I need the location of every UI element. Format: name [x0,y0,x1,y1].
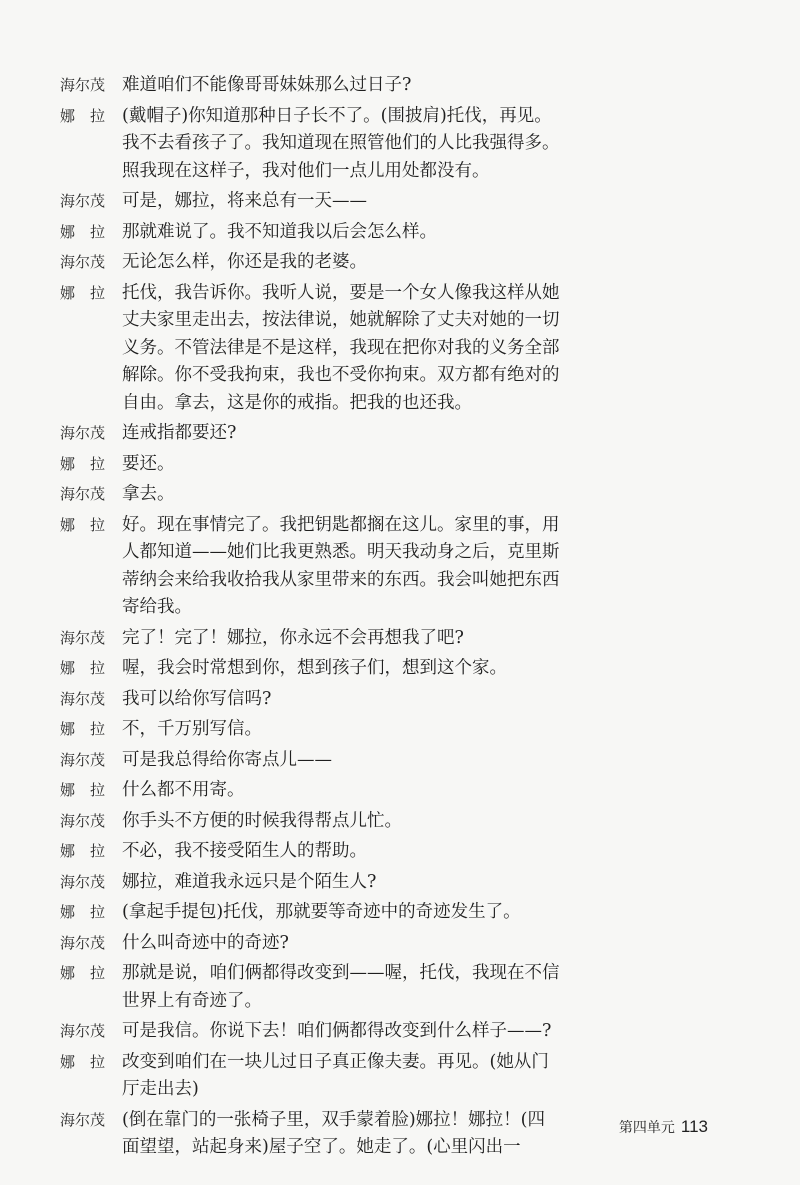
speaker-name: 娜 拉 [60,659,106,677]
page-number: 113 [680,1117,708,1136]
dialogue-line [60,777,560,805]
speaker-name: 娜 拉 [60,222,106,241]
speaker-name: 娜 拉 [60,903,106,921]
dialogue-line [60,808,560,836]
dialogue-line [60,103,560,186]
speaker-name: 海尔茂 [60,872,106,891]
speaker-name: 娜 拉 [60,283,106,302]
speech-text: (戴帽子)你知道那种日子长不了。(围披肩)托伐，再见。我不去看孩子了。我知道现在照管他们的人比我强得多。照我现在这样子，我对他们一点儿用处都没有。 [122,105,560,181]
speaker-name: 海尔茂 [60,1110,106,1129]
speaker-name: 海尔茂 [60,1022,106,1040]
dialogue-line [60,451,560,479]
dialogue-line [60,512,560,622]
dialogue-line [60,838,560,866]
unit-label: 第四单元 [618,1120,675,1136]
speech-text: 我可以给你写信吗? [122,688,272,709]
dialogue-line [60,1018,560,1046]
speech-text: 什么叫奇迹中的奇迹? [122,932,289,953]
speech-text: 拿去。 [122,484,175,504]
speaker-name: 海尔茂 [60,811,106,830]
dialogue-line [60,655,560,683]
dialogue-line [60,930,560,958]
speaker-name: 海尔茂 [60,76,106,94]
speaker-name: 海尔茂 [60,628,106,647]
speaker-name: 娜 拉 [60,106,106,125]
dialogue-line [60,219,560,247]
speech-text: (拿起手提包)托伐，那就要等奇迹中的奇迹发生了。 [122,902,521,922]
dialogue-line [60,1049,560,1104]
speaker-name: 海尔茂 [60,750,106,769]
speech-text: 可是我信。你说下去！咱们俩都得改变到什么样子——? [122,1021,552,1041]
speaker-name: 娜 拉 [60,454,106,473]
speaker-name: 海尔茂 [60,192,106,210]
speaker-name: 娜 拉 [60,842,106,860]
dialogue-line [60,1107,560,1162]
speaker-name: 娜 拉 [60,515,106,534]
speaker-name: 娜 拉 [60,781,106,799]
speech-text: 难道咱们不能像哥哥妹妹那么过日子? [122,75,412,95]
speaker-name: 海尔茂 [60,689,106,708]
dialogue-line [60,686,560,714]
dialogue-line [60,72,560,100]
speech-text: 要还。 [122,453,175,474]
dialogue-line [60,188,560,216]
speech-text: 托伐，我告诉你。我听人说，要是一个女人像我这样从她丈夫家里走出去，按法律说，她就解除了丈夫对她的一切义务。不管法律是不是这样，我现在把你对我的义务全部解除。你不受我拘束，我也不受你拘束。双方都有绝对的自由。拿去，这是你的戒指。把我的也还我。 [122,282,560,413]
dialogue [60,72,560,1165]
speaker-name: 海尔茂 [60,424,106,442]
speech-text: 那就难说了。我不知道我以后会怎么样。 [122,221,437,242]
speaker-name: 娜 拉 [60,1052,106,1071]
speaker-name: 海尔茂 [60,933,106,952]
speech-text: 可是，娜拉，将来总有一天—— [122,191,367,211]
speech-text: 改变到咱们在一块儿过日子真正像夫妻。再见。(她从门厅走出去) [122,1051,549,1099]
speaker-name: 海尔茂 [60,253,106,271]
speech-text: 完了！完了！娜拉，你永远不会再想我了吧? [122,627,464,648]
dialogue-line [60,625,560,653]
dialogue-line [60,716,560,744]
dialogue-line [60,249,560,277]
speech-text: 娜拉，难道我永远只是个陌生人? [122,871,377,892]
speaker-name: 海尔茂 [60,485,106,503]
speech-text: (倒在靠门的一张椅子里，双手蒙着脸)娜拉！娜拉！(四面望望，站起身来)屋子空了。她走了。(心里闪出一 [122,1109,545,1157]
speech-text: 好。现在事情完了。我把钥匙都搁在这儿。家里的事，用人都知道——她们比我更熟悉。明天我动身之后，克里斯蒂纳会来给我收拾我从家里带来的东西。我会叫她把东西寄给我。 [122,514,560,617]
speech-text: 你手头不方便的时候我得帮点儿忙。 [122,810,402,831]
dialogue-line [60,280,560,418]
dialogue-line [60,899,560,927]
page-footer [619,1117,708,1137]
dialogue-line [60,747,560,775]
speech-text: 什么都不用寄。 [122,780,245,800]
speaker-name: 娜 拉 [60,964,106,982]
dialogue-line [60,481,560,509]
speech-text: 喔，我会时常想到你，想到孩子们，想到这个家。 [122,658,507,678]
speaker-name: 娜 拉 [60,720,106,738]
speech-text: 那就是说，咱们俩都得改变到——喔，托伐，我现在不信世界上有奇迹了。 [122,963,560,1011]
dialogue-line [60,869,560,897]
dialogue-line [60,420,560,448]
speech-text: 连戒指都要还? [122,423,237,443]
speech-text: 不必，我不接受陌生人的帮助。 [122,841,367,861]
dialogue-line [60,960,560,1015]
speech-text: 可是我总得给你寄点儿—— [122,749,332,770]
speech-text: 无论怎么样，你还是我的老婆。 [122,252,367,272]
speech-text: 不，千万别写信。 [122,719,262,739]
